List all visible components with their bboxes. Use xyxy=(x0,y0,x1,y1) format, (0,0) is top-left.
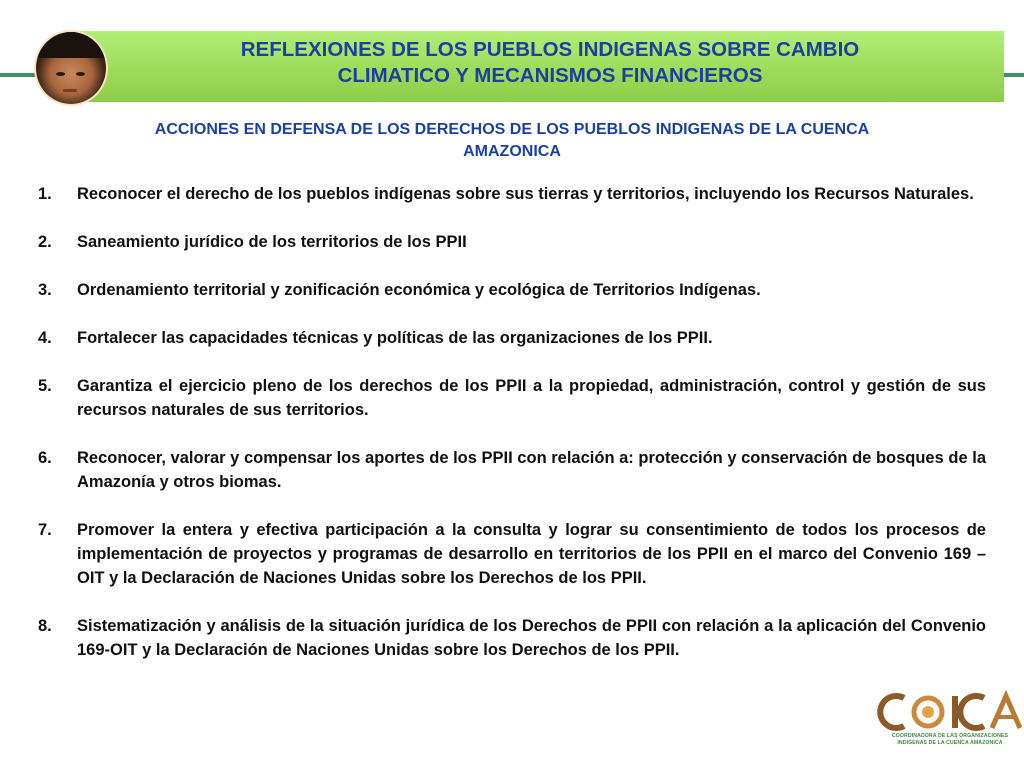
list-item xyxy=(38,614,986,662)
page-title xyxy=(110,37,990,89)
section-heading-line-2: AMAZONICA xyxy=(463,143,561,160)
item-text: Ordenamiento territorial y zonificación económica y ecológica de Territorios Indígenas. xyxy=(77,281,761,299)
item-text: Reconocer el derecho de los pueblos indígenas sobre sus tierras y territorios, incluyendo los Recursos Naturales. xyxy=(77,185,974,203)
item-text: Saneamiento jurídico de los territorios de los PPII xyxy=(77,233,467,251)
item-number: 5. xyxy=(38,377,52,395)
list-item xyxy=(38,326,986,350)
portrait-photo xyxy=(34,30,108,106)
section-heading xyxy=(40,119,984,163)
item-number: 4. xyxy=(38,329,52,347)
item-text: Garantiza el ejercicio pleno de los derechos de los PPII a la propiedad, administración, control y gestión de sus recursos naturales de sus territorios. xyxy=(77,377,986,419)
item-number: 2. xyxy=(38,233,52,251)
logo-caption-line-2: INDIGENAS DE LA CUENCA AMAZONICA xyxy=(897,740,1003,746)
actions-list xyxy=(38,182,986,686)
page-title-line-2: CLIMATICO Y MECANISMOS FINANCIEROS xyxy=(337,64,763,87)
list-item xyxy=(38,230,986,254)
list-item xyxy=(38,182,986,206)
coica-logo xyxy=(876,690,1024,768)
page-title-line-1: REFLEXIONES DE LOS PUEBLOS INDIGENAS SOBRE CAMBIO xyxy=(240,38,860,61)
item-number: 8. xyxy=(38,617,52,635)
item-number: 3. xyxy=(38,281,52,299)
item-text: Fortalecer las capacidades técnicas y políticas de las organizaciones de los PPII. xyxy=(77,329,713,347)
item-number: 6. xyxy=(38,449,52,467)
item-text: Promover la entera y efectiva participación a la consulta y lograr su consentimiento de todos los procesos de implementación de proyectos y programas de desarrollo en territorios de los PPII en el marco del Convenio 169 – OIT y la Declaración de Naciones Unidas sobre los Derechos de los PPII. xyxy=(77,521,986,587)
item-number: 1. xyxy=(38,185,52,203)
list-item xyxy=(38,374,986,422)
list-item xyxy=(38,518,986,590)
logo-caption-line-1: COORDINADORA DE LAS ORGANIZACIONES xyxy=(891,733,1009,739)
coica-wordmark-icon xyxy=(876,690,1024,734)
item-number: 7. xyxy=(38,521,52,539)
item-text: Sistematización y análisis de la situación jurídica de los Derechos de PPII con relación a la aplicación del Convenio 169-OIT y la Declaración de Naciones Unidas sobre los Derechos de los PPII. xyxy=(77,617,986,659)
list-item xyxy=(38,446,986,494)
item-text: Reconocer, valorar y compensar los aportes de los PPII con relación a: protección y conservación de bosques de la Amazonía y otros biomas. xyxy=(77,449,986,491)
logo-caption xyxy=(886,733,1014,747)
section-heading-line-1: ACCIONES EN DEFENSA DE LOS DERECHOS DE LOS PUEBLOS INDIGENAS DE LA CUENCA xyxy=(154,121,870,138)
list-item xyxy=(38,278,986,302)
